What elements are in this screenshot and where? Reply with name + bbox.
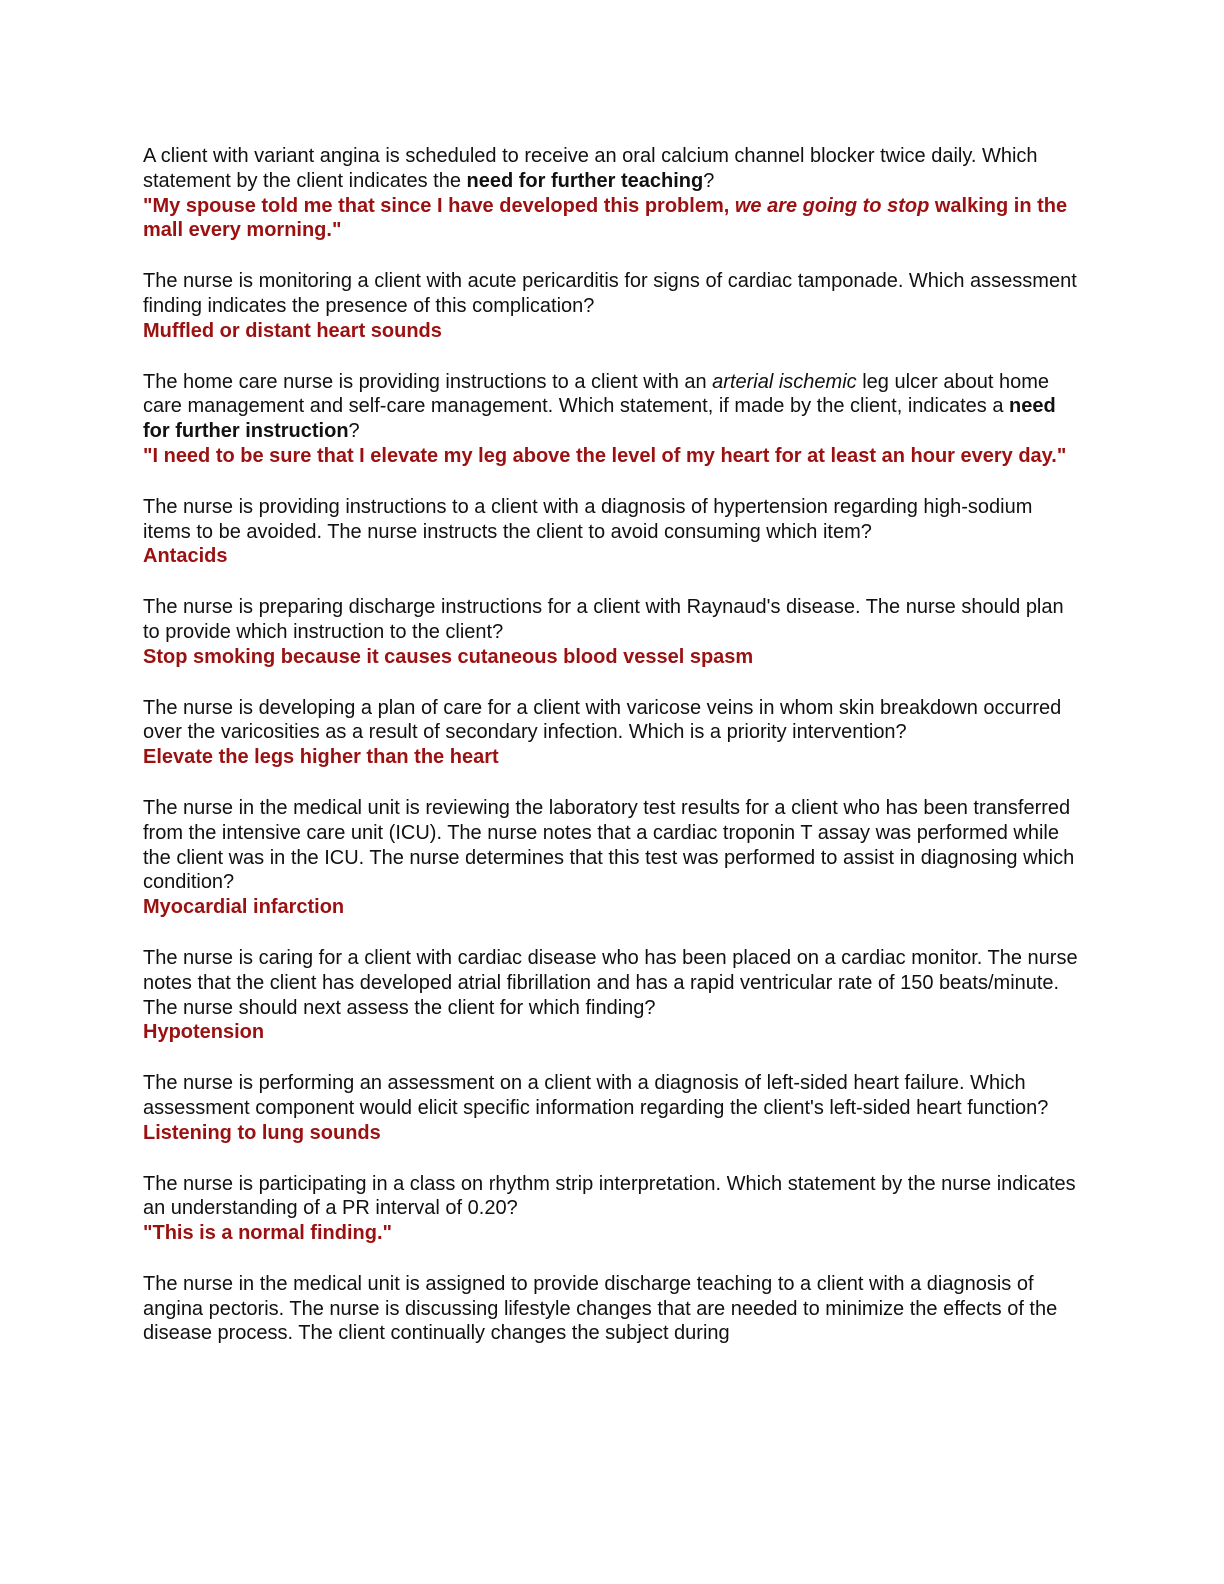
answer-text [143,895,1078,920]
question-italic: arterial ischemic [712,370,857,393]
answer-text [143,194,1078,244]
answer-text [143,1221,1078,1246]
qa-item [143,1172,1078,1246]
answer-segment: Antacids [143,545,228,568]
question-text [143,1071,1078,1121]
question-segment: The nurse is performing an assessment on a client with a diagnosis of left-sided heart failure. Which assessment component would elicit specific information regarding the client's left-sided heart function? [143,1072,1049,1119]
question-segment: The nurse is developing a plan of care for a client with varicose veins in whom skin breakdown occurred over the varicosities as a result of secondary infection. Which is a priority intervention? [143,696,1062,744]
question-segment: The nurse in the medical unit is reviewing the laboratory test results for a client who has been transferred from the intensive care unit (ICU). The nurse notes that a cardiac troponin T assay was performed while the client was in the ICU. The nurse determines that this test was performed to assist in diagnosing which condition? [143,796,1075,894]
question-segment: ? [348,420,360,443]
question-segment: ? [703,169,715,192]
answer-text [143,1121,1078,1146]
answer-segment: walking in the mall every morning." [143,194,1068,242]
question-text [143,796,1078,895]
question-text [143,370,1078,444]
answer-segment: Hypotension [143,1021,265,1044]
question-text [143,696,1078,746]
answer-segment: "My spouse told me that since I have developed this problem, [143,194,735,217]
question-segment: The nurse is participating in a class on rhythm strip interpretation. Which statement by the nurse indicates an understanding of a PR interval of 0.20? [143,1172,1076,1220]
document-page [143,144,1078,1372]
answer-text [143,444,1078,469]
answer-text [143,1020,1078,1045]
question-text [143,144,1078,194]
question-segment: The nurse is providing instructions to a client with a diagnosis of hypertension regarding high-sodium items to be avoided. The nurse instructs the client to avoid consuming which item? [143,495,1033,543]
qa-item [143,696,1078,770]
question-text [143,946,1078,1020]
question-segment: A client with variant angina is scheduled to receive an oral calcium channel blocker twice daily. Which statement by the client indicates the [143,145,1038,192]
question-text [143,1272,1078,1346]
question-segment: The nurse is preparing discharge instructions for a client with Raynaud's disease. The nurse should plan to provide which instruction to the client? [143,596,1064,643]
answer-text [143,645,1078,670]
question-segment: The nurse is monitoring a client with acute pericarditis for signs of cardiac tamponade. Which assessment finding indicates the presence of this complication? [143,270,1077,317]
answer-italic: we are going to stop [734,194,930,217]
question-emphasis: need for further teaching [466,169,704,192]
qa-item [143,370,1078,469]
question-emphasis: need for further instruction [143,395,1056,443]
question-segment: leg ulcer about home care management and self-care management. Which statement, if made by the client, indicates a [143,370,1049,418]
answer-segment: Listening to lung sounds [143,1121,381,1144]
question-text [143,1172,1078,1222]
question-segment: The nurse in the medical unit is assigned to provide discharge teaching to a client with a diagnosis of angina pectoris. The nurse is discussing lifestyle changes that are needed to minimize the effects of the disease process. The client continually changes the subject during [143,1272,1058,1345]
answer-text [143,544,1078,569]
qa-item [143,269,1078,343]
qa-item [143,946,1078,1045]
question-text [143,495,1078,545]
question-text [143,595,1078,645]
qa-item [143,1272,1078,1346]
answer-segment: "I need to be sure that I elevate my leg above the level of my heart for at least an hour every day." [143,444,1067,467]
question-segment: The nurse is caring for a client with cardiac disease who has been placed on a cardiac monitor. The nurse notes that the client has developed atrial fibrillation and has a rapid ventricular rate of 150 beats/minute. The nurse should next assess the client for which finding? [143,946,1078,1019]
answer-text [143,319,1078,344]
qa-list [143,144,1078,1346]
answer-segment: "This is a normal finding." [143,1222,392,1245]
qa-item [143,144,1078,243]
answer-text [143,745,1078,770]
qa-item [143,495,1078,569]
question-text [143,269,1078,319]
answer-segment: Elevate the legs higher than the heart [143,746,499,769]
qa-item [143,1071,1078,1145]
answer-segment: Myocardial infarction [143,896,345,919]
answer-segment: Stop smoking because it causes cutaneous blood vessel spasm [143,645,754,668]
qa-item [143,595,1078,669]
question-segment: The home care nurse is providing instructions to a client with an [143,370,713,393]
answer-segment: Muffled or distant heart sounds [143,319,442,342]
qa-item [143,796,1078,920]
